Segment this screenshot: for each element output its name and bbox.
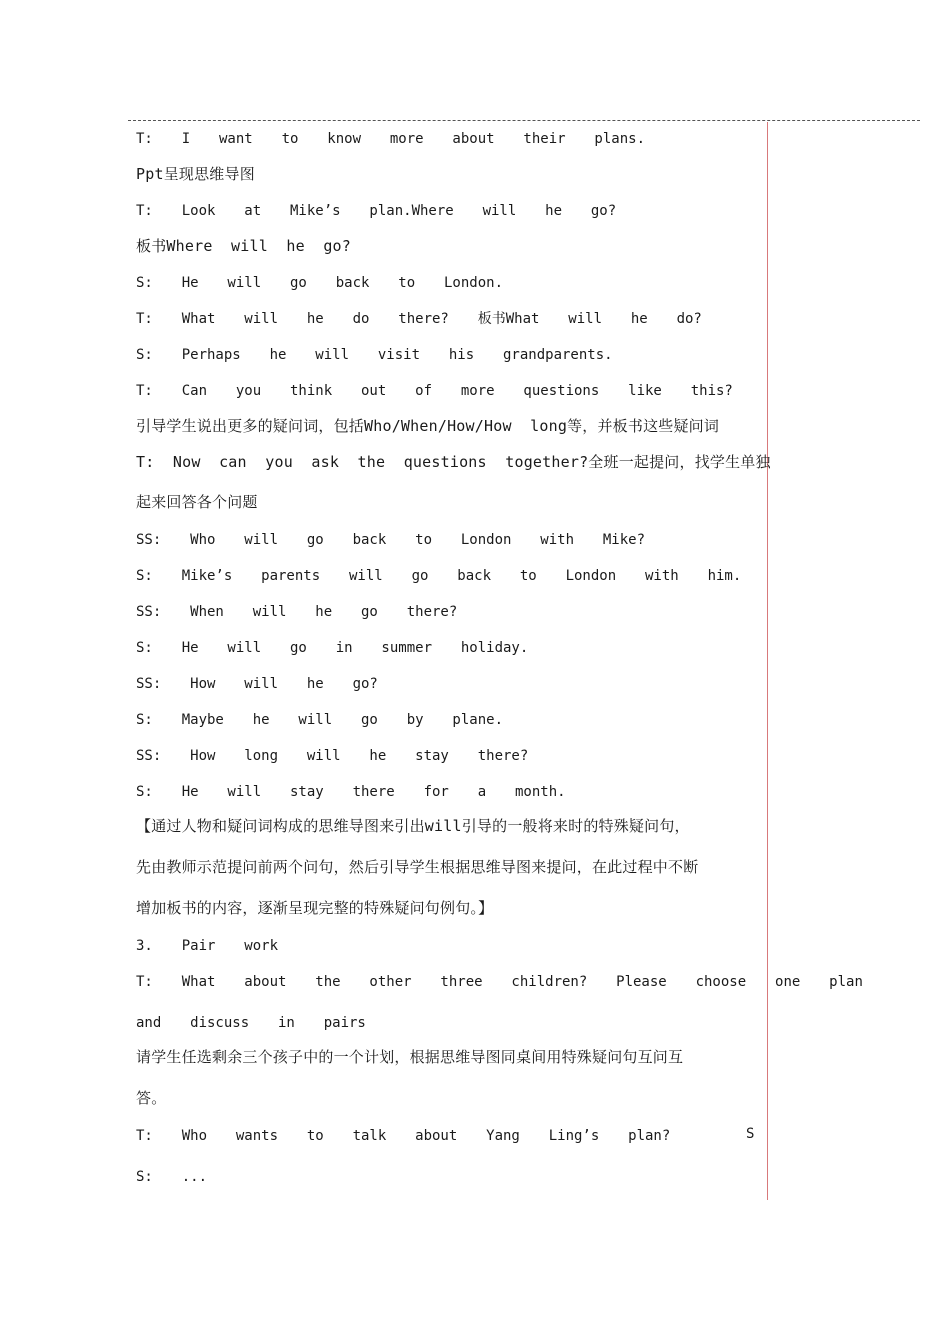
text-line: 答。 — [136, 1089, 167, 1107]
text-line: T: I want to know more about their plans. — [136, 131, 646, 147]
text-line: S: Perhaps he will visit his grandparents. — [136, 347, 613, 363]
text-line: 先由教师示范提问前两个问句，然后引导学生根据思维导图来提问，在此过程中不断 — [136, 858, 699, 876]
text-line: 【通过人物和疑问词构成的思维导图来引出will引导的一般将来时的特殊疑问句， — [136, 817, 690, 835]
text-line: 请学生任选剩余三个孩子中的一个计划，根据思维导图同桌间用特殊疑问句互问互 — [136, 1048, 684, 1066]
text-line: SS: When will he go there? — [136, 604, 458, 620]
text-line: 引导学生说出更多的疑问词，包括Who/When/How/How long等，并板书这些疑问词 — [136, 417, 720, 435]
text-line: 增加板书的内容，逐渐呈现完整的特殊疑问句例句。】 — [136, 899, 494, 917]
text-line: and discuss in pairs — [136, 1015, 366, 1031]
text-line: SS: Who will go back to London with Mike? — [136, 532, 646, 548]
text-line: T: Who wants to talk about Yang Ling’s plan? — [136, 1128, 671, 1144]
text-line: T: What will he do there? 板书What will he do? — [136, 311, 702, 327]
trailing-speaker-label: S — [746, 1126, 755, 1142]
text-line: 3. Pair work — [136, 938, 279, 954]
text-line: S: He will stay there for a month. — [136, 784, 566, 800]
text-line: S: He will go in summer holiday. — [136, 640, 529, 656]
right-margin-rule — [767, 122, 768, 1200]
top-dashed-rule — [128, 120, 920, 121]
text-line: T: What about the other three children? Please choose one plan — [136, 974, 863, 990]
text-line: SS: How long will he stay there? — [136, 748, 529, 764]
text-line: 起来回答各个问题 — [136, 493, 258, 511]
text-line: S: ... — [136, 1169, 208, 1185]
text-line: S: Mike’s parents will go back to London with him. — [136, 568, 742, 584]
text-line: S: Maybe he will go by plane. — [136, 712, 504, 728]
text-line: T: Look at Mike’s plan.Where will he go? — [136, 203, 617, 219]
text-line: Ppt呈现思维导图 — [136, 165, 255, 183]
text-line: 板书Where will he go? — [136, 237, 352, 255]
text-line: SS: How will he go? — [136, 676, 378, 692]
text-line: S: He will go back to London. — [136, 275, 504, 291]
text-line: T: Can you think out of more questions like this? — [136, 383, 733, 399]
text-line: T: Now can you ask the questions together?全班一起提问，找学生单独 — [136, 453, 771, 471]
